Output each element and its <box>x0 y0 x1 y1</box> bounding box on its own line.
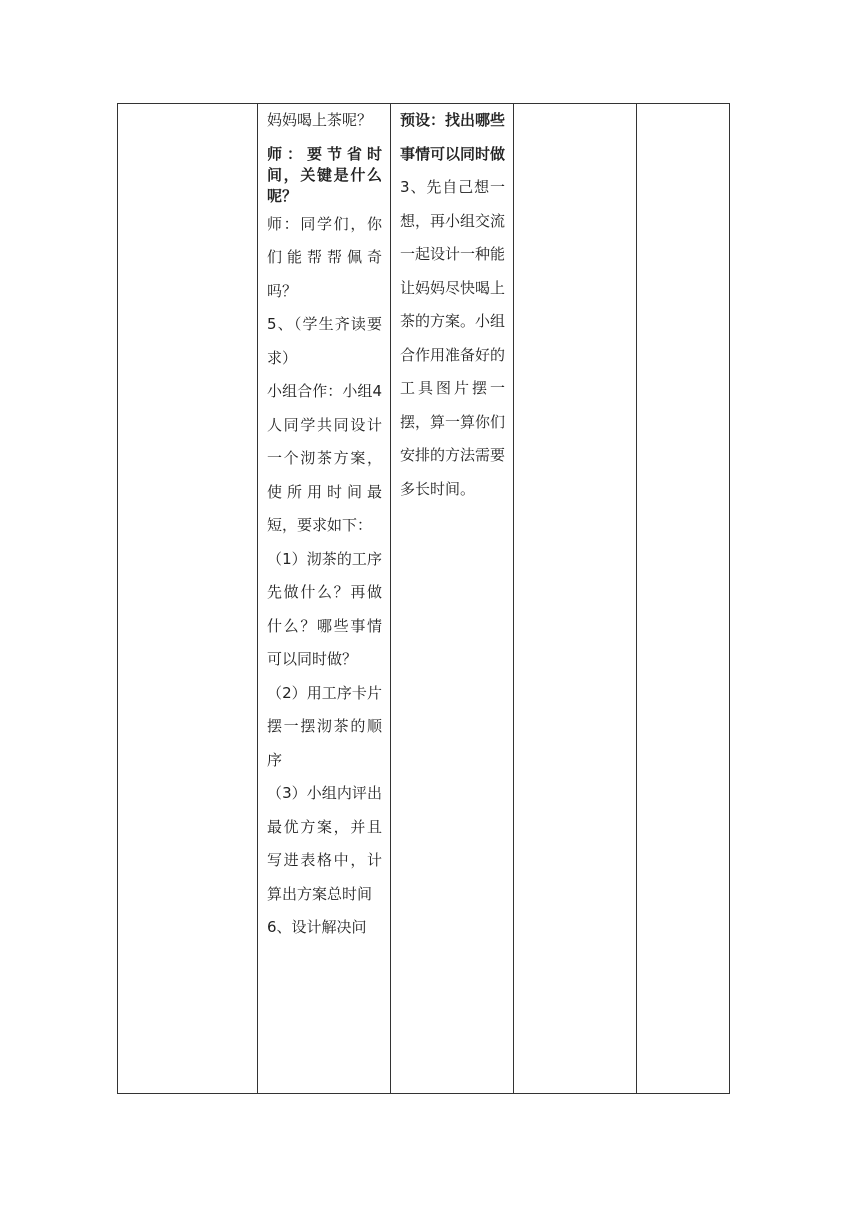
paragraph: 3、先自己想一想，再小组交流一起设计一种能让妈妈尽快喝上茶的方案。小组合作用准备好的工具图片摆一摆，算一算你们安排的方法需要多长时间。 <box>400 178 506 498</box>
paragraph: （3）小组内评出最优方案，并且写进表格中，计算出方案总时间 <box>267 784 382 903</box>
table-cell-col1 <box>118 104 258 1094</box>
paragraph: 6、设计解决问 <box>267 918 367 936</box>
table-cell-student-activity <box>391 104 514 1094</box>
table-cell-teacher-activity <box>258 104 391 1094</box>
table-cell-col5 <box>637 104 730 1094</box>
table-row <box>118 104 730 1094</box>
lesson-plan-table <box>117 103 730 1094</box>
paragraph: 5、（学生齐读要求） <box>267 315 382 367</box>
paragraph: 预设：找出哪些事情可以同时做 <box>400 111 506 163</box>
paragraph: 妈妈喝上茶呢？ <box>267 111 373 129</box>
paragraph: （1）沏茶的工序先做什么？再做什么？哪些事情可以同时做？ <box>267 549 382 668</box>
paragraph: 师：同学们，你们能帮帮佩奇吗？ <box>267 214 382 300</box>
paragraph: （2）用工序卡片摆一摆沏茶的顺序 <box>267 683 382 769</box>
table-cell-col4 <box>514 104 637 1094</box>
paragraph: 小组合作：小组4人同学共同设计一个沏茶方案，使所用时间最短，要求如下： <box>267 382 382 534</box>
paragraph: 师：要节省时间，关键是什么呢？ <box>267 144 382 205</box>
